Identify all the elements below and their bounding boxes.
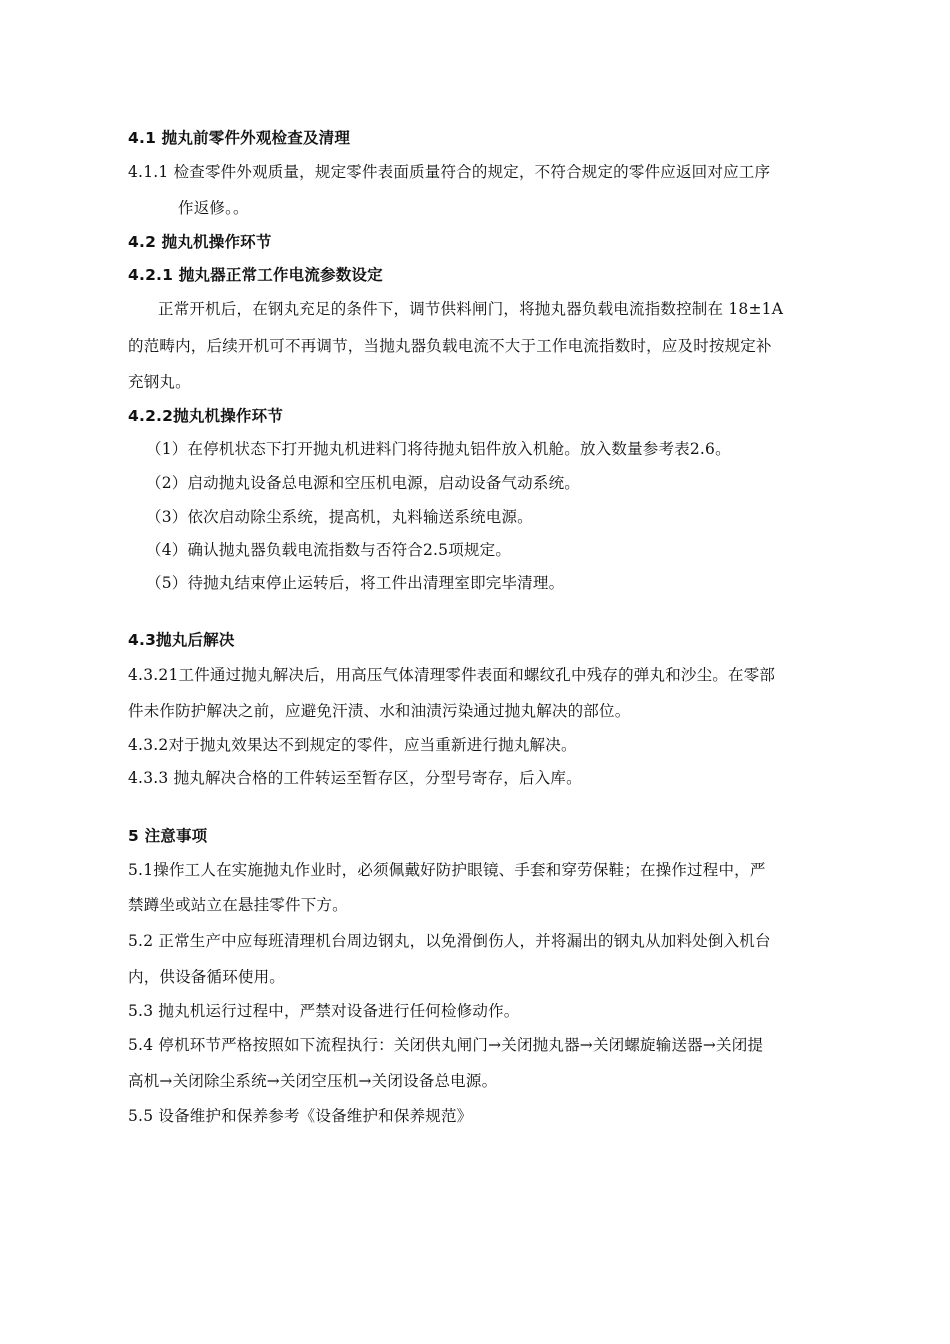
para-5-5: 5.5 设备维护和保养参考《设备维护和保养规范》 bbox=[128, 1107, 473, 1125]
para-5-2-line-1: 5.2 正常生产中应每班清理机台周边钢丸，以免滑倒伤人，并将漏出的钢丸从加料处倒入机台 bbox=[128, 932, 771, 950]
heading-4-3: 4.3抛丸后解决 bbox=[128, 631, 235, 649]
para-5-1-line-2: 禁蹲坐或站立在悬挂零件下方。 bbox=[128, 896, 348, 914]
para-4-1-1-line-2: 作返修。。 bbox=[178, 199, 249, 217]
para-4-3-21-line-1: 4.3.21工件通过抛丸解决后，用高压气体清理零件表面和螺纹孔中残存的弹丸和沙尘。在零部 bbox=[128, 666, 776, 684]
para-4-3-2: 4.3.2对于抛丸效果达不到规定的零件，应当重新进行抛丸解决。 bbox=[128, 736, 577, 754]
heading-4-2-2: 4.2.2抛丸机操作环节 bbox=[128, 407, 284, 425]
step-item: （4）确认抛丸器负载电流指数与否符合2.5项规定。 bbox=[146, 541, 512, 559]
para-4-1-1-line-1: 4.1.1 检查零件外观质量，规定零件表面质量符合的规定，不符合规定的零件应返回对应工序 bbox=[128, 163, 771, 181]
para-4-2-1-line-2: 的范畴内，后续开机可不再调节，当抛丸器负载电流不大于工作电流指数时，应及时按规定补 bbox=[128, 337, 772, 355]
para-4-2-1-line-3: 充钢丸。 bbox=[128, 373, 191, 391]
para-4-2-1-line-1: 正常开机后，在钢丸充足的条件下，调节供料闸门，将抛丸器负载电流指数控制在 18±1A bbox=[158, 300, 784, 318]
para-5-2-line-2: 内，供设备循环使用。 bbox=[128, 968, 286, 986]
step-item: （2）启动抛丸设备总电源和空压机电源，启动设备气动系统。 bbox=[146, 474, 580, 492]
heading-4-2-1: 4.2.1 抛丸器正常工作电流参数设定 bbox=[128, 266, 383, 284]
para-5-4-line-2: 高机→关闭除尘系统→关闭空压机→关闭设备总电源。 bbox=[128, 1072, 498, 1090]
heading-5: 5 注意事项 bbox=[128, 827, 208, 845]
step-item: （1）在停机状态下打开抛丸机进料门将待抛丸铝件放入机舱。放入数量参考表2.6。 bbox=[146, 440, 731, 458]
step-item: （5）待抛丸结束停止运转后，将工件出清理室即完毕清理。 bbox=[146, 574, 565, 592]
para-4-3-21-line-2: 件未作防护解决之前，应避免汗渍、水和油渍污染通过抛丸解决的部位。 bbox=[128, 702, 631, 720]
heading-4-2: 4.2 抛丸机操作环节 bbox=[128, 233, 272, 251]
para-5-4-line-1: 5.4 停机环节严格按照如下流程执行：关闭供丸闸门→关闭抛丸器→关闭螺旋输送器→关闭提 bbox=[128, 1036, 764, 1054]
para-5-1-line-1: 5.1操作工人在实施抛丸作业时，必须佩戴好防护眼镜、手套和穿劳保鞋；在操作过程中，严 bbox=[128, 861, 766, 879]
para-5-3: 5.3 抛丸机运行过程中，严禁对设备进行任何检修动作。 bbox=[128, 1002, 520, 1020]
para-4-3-3: 4.3.3 抛丸解决合格的工件转运至暂存区，分型号寄存，后入库。 bbox=[128, 769, 582, 787]
heading-4-1: 4.1 抛丸前零件外观检查及清理 bbox=[128, 129, 351, 147]
step-item: （3）依次启动除尘系统，提高机，丸料输送系统电源。 bbox=[146, 508, 533, 526]
